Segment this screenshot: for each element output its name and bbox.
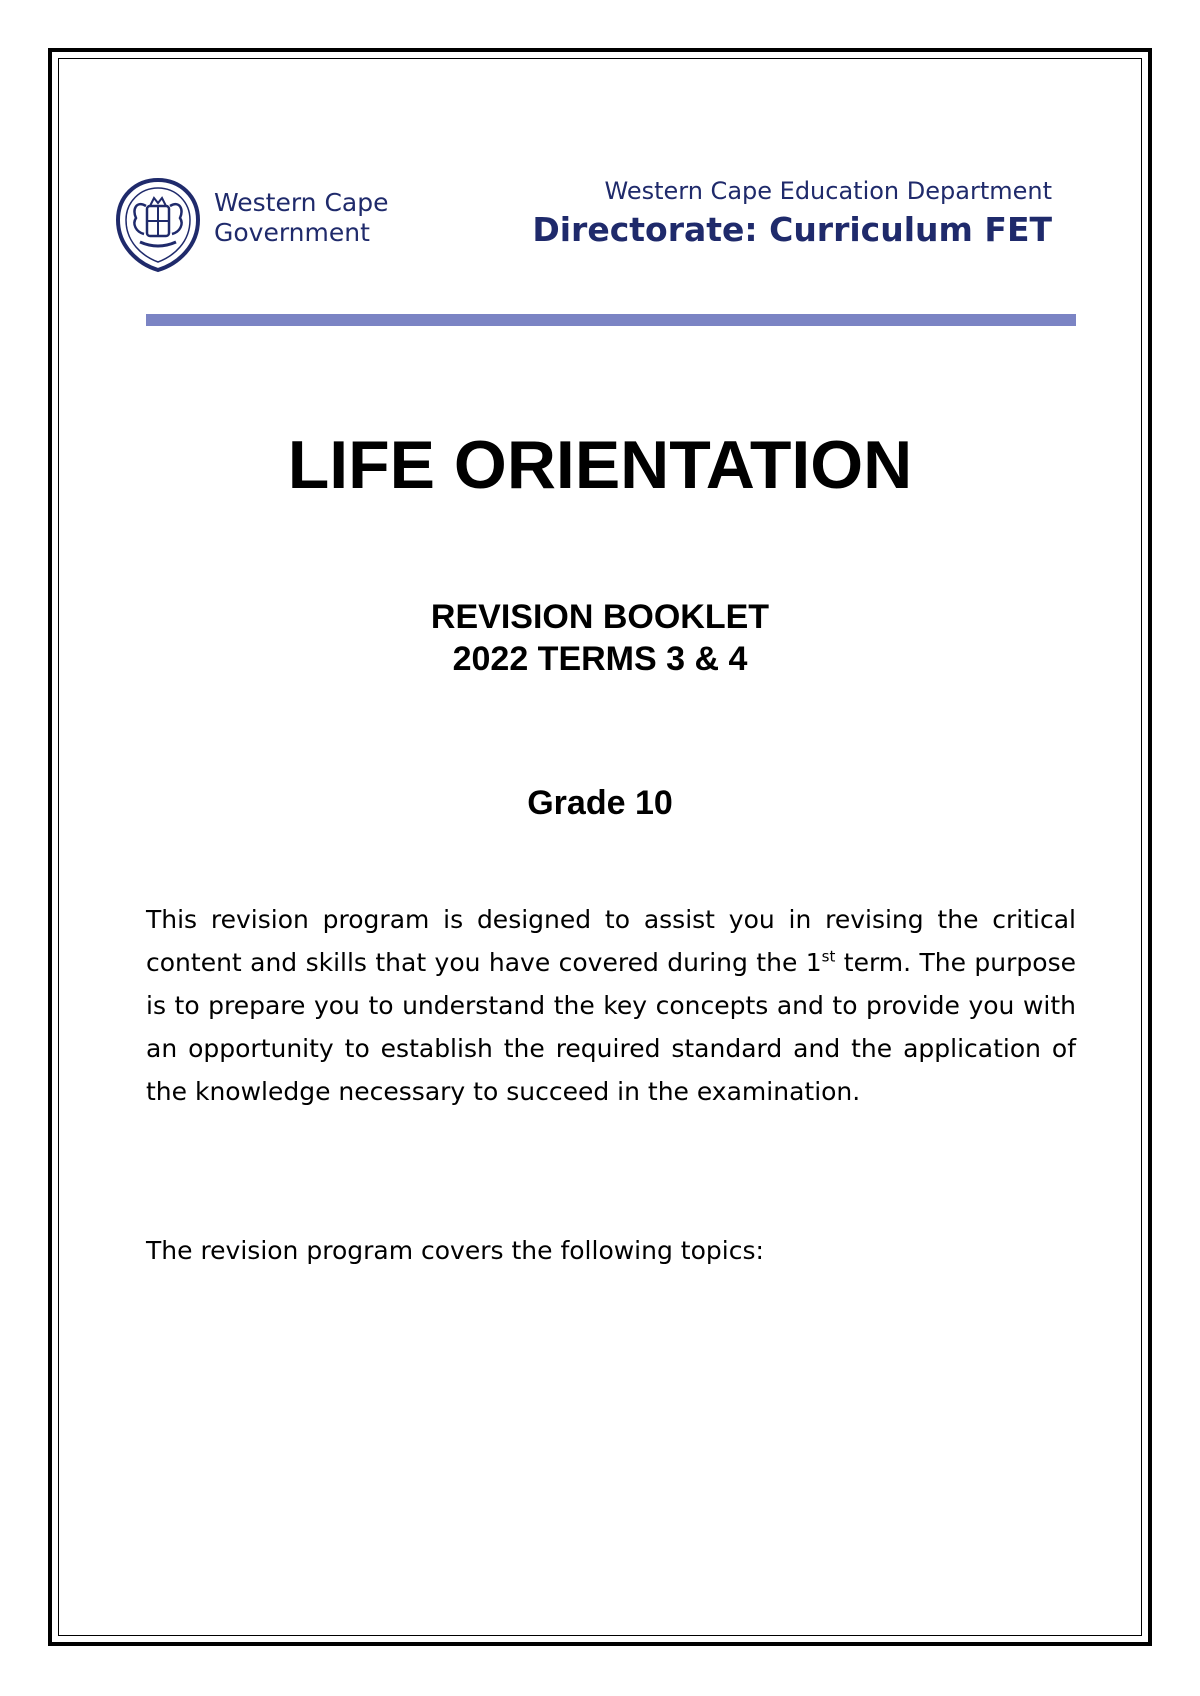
document-title: LIFE ORIENTATION (287, 427, 913, 503)
topics-intro: The revision program covers the following topics: (146, 1236, 764, 1265)
intro-paragraph (146, 898, 1076, 1113)
coat-of-arms-logo (110, 176, 206, 274)
ordinal-suffix: st (821, 947, 836, 966)
government-name-line-1: Western Cape (214, 188, 389, 217)
intro-text-part-2: term. The purpose is to prepare you to understand the key concepts and to provide you with an opportunity to establish the required standard and the application of the knowledge necessary to succeed in the examination. (146, 948, 1076, 1106)
document-subtitle (0, 596, 1200, 680)
page-border-inner (58, 58, 1142, 1636)
grade-label: Grade 10 (527, 784, 673, 822)
department-block (532, 176, 1052, 252)
subtitle-line-2: 2022 TERMS 3 & 4 (452, 640, 748, 678)
department-name: Western Cape Education Department (604, 177, 1052, 205)
intro-text-part-1: This revision program is designed to assist you in revising the critical content and skills that you have covered during the 1 (146, 905, 1076, 977)
directorate-name: Directorate: Curriculum FET (532, 210, 1052, 249)
header-divider (146, 314, 1076, 326)
subtitle-line-1: REVISION BOOKLET (430, 598, 770, 636)
government-name-line-2: Government (214, 218, 370, 247)
government-name (214, 188, 389, 248)
